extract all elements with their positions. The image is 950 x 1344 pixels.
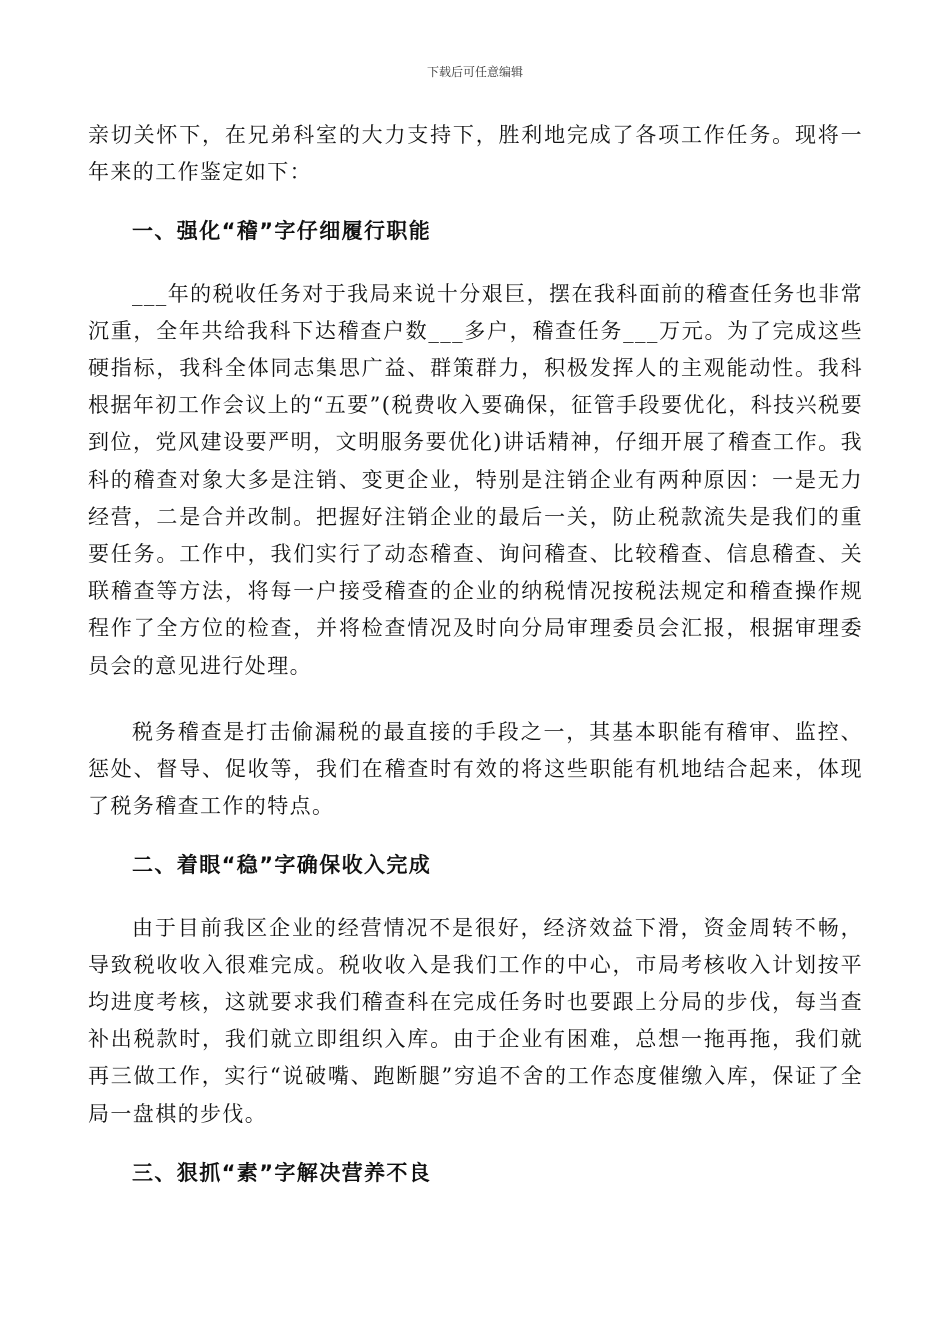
section-3-heading: 三、狠抓“素”字解决营养不良	[132, 1160, 432, 1185]
document-body	[88, 117, 863, 1192]
page-header: 下载后可任意编辑	[426, 65, 523, 79]
section-2-paragraph-1: 由于目前我区企业的经营情况不是很好，经济效益下滑，资金周转不畅，导致税收收入很难完成。税收收入是我们工作的中心，市局考核收入计划按平均进度考核，这就要求我们稽查科在完成任务时也要跟上分局的步伐，每当查补出税款时，我们就立即组织入库。由于企业有困难，总想一拖再拖，我们就再三做工作，实行“说破嘴、跑断腿”穷追不舍的工作态度催缴入库，保证了全局一盘棋的步伐。	[88, 915, 863, 1126]
section-1-paragraph-1: ___年的税收任务对于我局来说十分艰巨，摆在我科面前的稽查任务也非常沉重，全年共给我科下达稽查户数___多户，稽查任务___万元。为了完成这些硬指标，我科全体同志集思广益、群策群力，积极发挥人的主观能动性。我科根据年初工作会议上的“五要”(税费收入要确保，征管手段要优化，科技兴税要到位，党风建设要严明，文明服务要优化)讲话精神，仔细开展了稽查工作。我科的稽查对象大多是注销、变更企业，特别是注销企业有两种原因：一是无力经营，二是合并改制。把握好注销企业的最后一关，防止税款流失是我们的重要任务。工作中，我们实行了动态稽查、询问稽查、比较稽查、信息稽查、关联稽查等方法，将每一户接受稽查的企业的纳税情况按税法规定和稽查操作规程作了全方位的检查，并将检查情况及时向分局审理委员会汇报，根据审理委员会的意见进行处理。	[88, 281, 863, 678]
section-1-heading: 一、强化“稽”字仔细履行职能	[132, 219, 432, 244]
section-2-heading: 二、着眼“稳”字确保收入完成	[132, 853, 432, 878]
intro-paragraph: 亲切关怀下，在兄弟科室的大力支持下，胜利地完成了各项工作任务。现将一年来的工作鉴定如下：	[88, 123, 863, 185]
section-1-paragraph-2: 税务稽查是打击偷漏税的最直接的手段之一，其基本职能有稽审、监控、惩处、督导、促收等，我们在稽查时有效的将这些职能有机地结合起来，体现了税务稽查工作的特点。	[88, 719, 863, 819]
